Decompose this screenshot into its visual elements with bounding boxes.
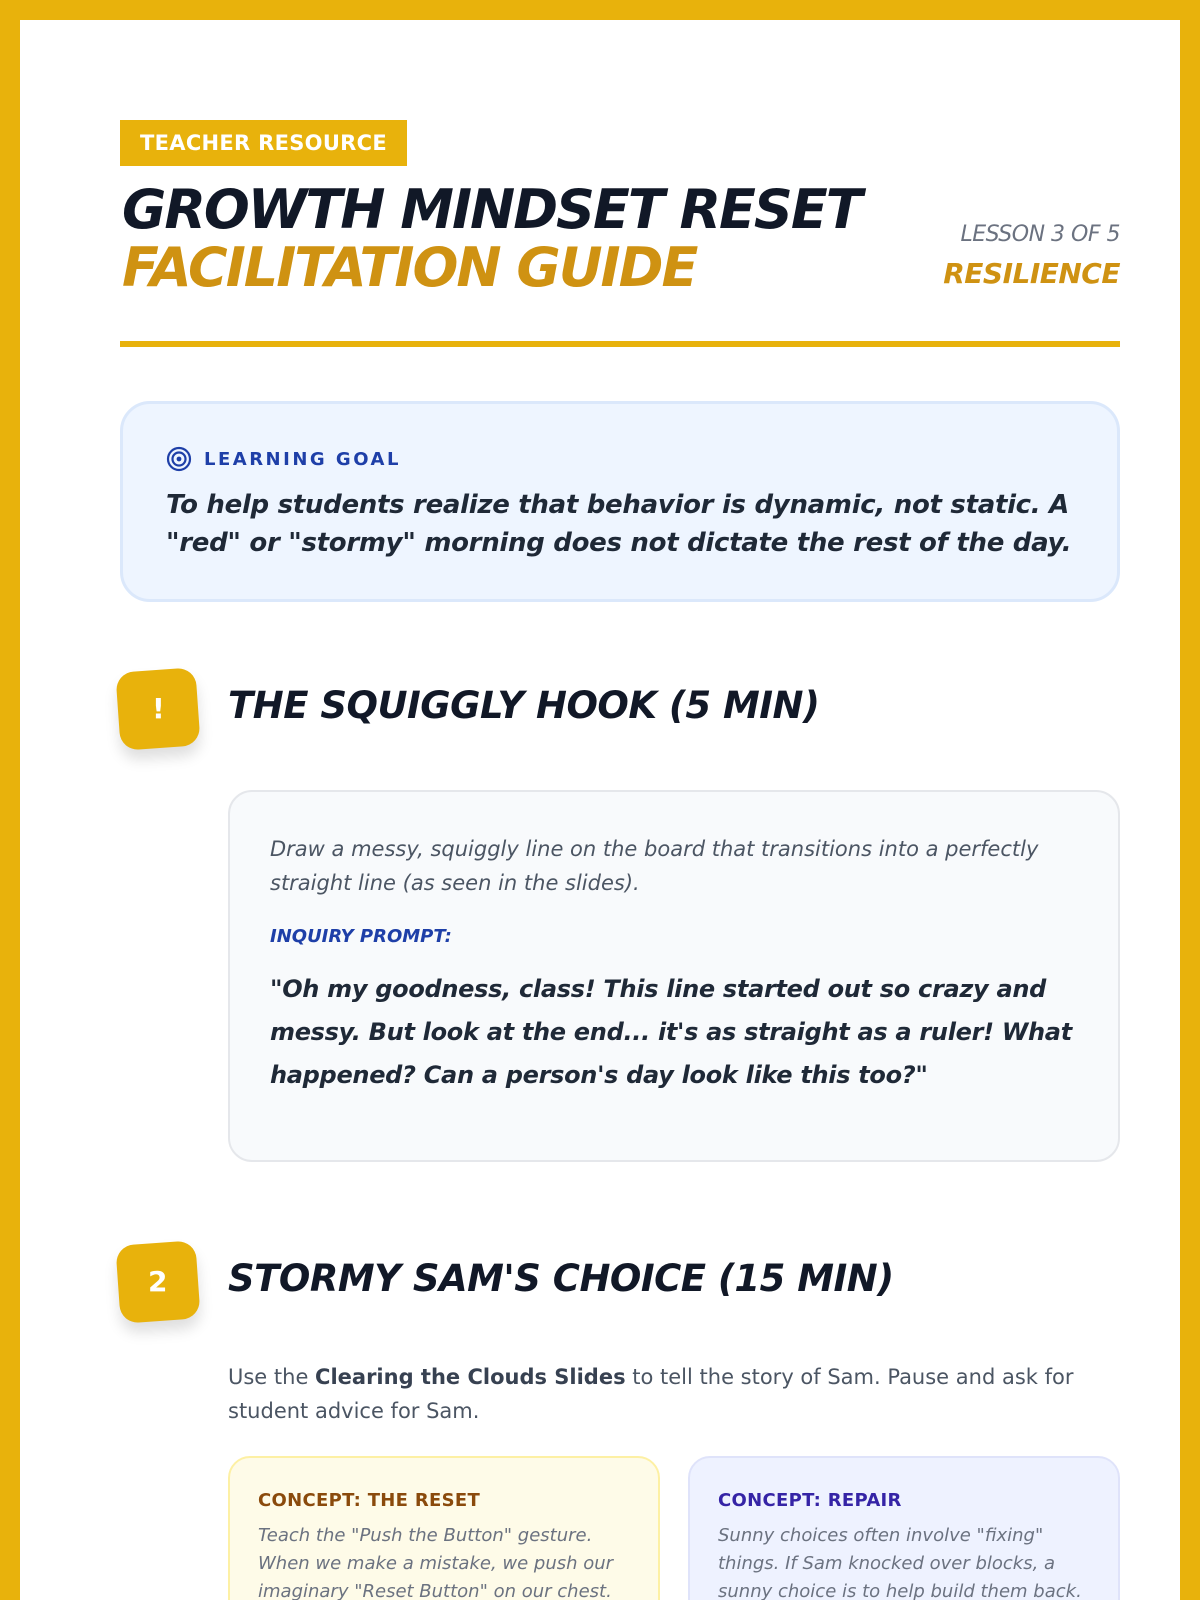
learning-goal-header (166, 446, 401, 472)
learning-goal-card (120, 401, 1120, 602)
resource-badge: TEACHER RESOURCE (120, 120, 407, 166)
hook-instructions: Draw a messy, squiggly line on the board that transitions into a perfectly straight line (as seen in the slides). (270, 837, 1039, 895)
concept-label: CONCEPT: THE RESET (258, 1490, 481, 1511)
slides-reference: Clearing the Clouds Slides (315, 1365, 626, 1389)
lesson-meta (943, 222, 1120, 290)
story-instructions (228, 1360, 1108, 1428)
inquiry-prompt-label: INQUIRY PROMPT: (270, 926, 452, 947)
concept-card-repair (688, 1456, 1120, 1600)
concept-text: Teach the "Push the Button" gesture. When we make a mistake, we push our imaginary "Reset Button" on our chest. (258, 1525, 614, 1600)
page-title: GROWTH MINDSET RESET (122, 178, 861, 241)
lesson-number: LESSON 3 OF 5 (960, 222, 1120, 247)
alert-icon: ! (151, 692, 165, 725)
hook-card (228, 790, 1120, 1162)
inquiry-prompt-text: "Oh my goodness, class! This line started out so crazy and messy. But look at the end... it's as straight as a ruler! What happened? Can a person's day look like this too?" (270, 975, 1072, 1089)
target-icon (166, 446, 192, 472)
header-divider (120, 341, 1120, 347)
concept-card-reset (228, 1456, 660, 1600)
concept-label: CONCEPT: REPAIR (718, 1490, 902, 1511)
page-sheet (20, 20, 1180, 1600)
section-2-title: STORMY SAM'S CHOICE (15 MIN) (228, 1257, 894, 1300)
learning-goal-text: To help students realize that behavior is dynamic, not static. A "red" or "stormy" morning does not dictate the rest of the day. (166, 490, 1072, 558)
story-text-end: to tell the story of Sam. Pause and ask for student advice for Sam. (228, 1365, 1074, 1423)
section-1-title: THE SQUIGGLY HOOK (5 MIN) (228, 684, 820, 727)
section-2-number: 2 (148, 1265, 168, 1299)
concept-text: Sunny choices often involve "fixing" things. If Sam knocked over blocks, a sunny choice is to help build them back. (718, 1525, 1082, 1600)
lesson-theme: RESILIENCE (943, 257, 1120, 290)
story-text-start: Use the (228, 1365, 316, 1389)
learning-goal-label: LEARNING GOAL (204, 448, 401, 470)
page-subtitle: FACILITATION GUIDE (122, 236, 697, 299)
section-2-badge (115, 1240, 200, 1323)
section-1-badge (115, 667, 200, 750)
